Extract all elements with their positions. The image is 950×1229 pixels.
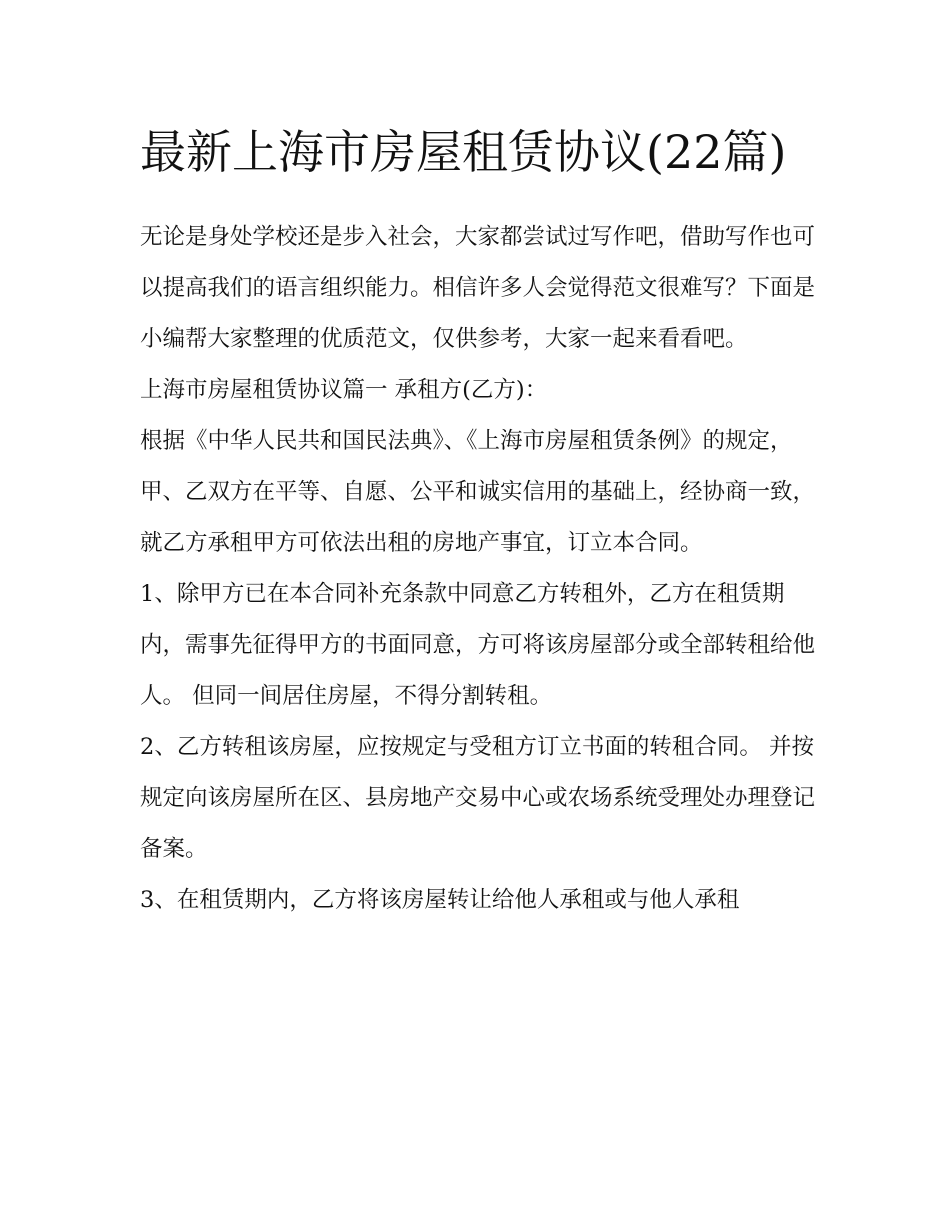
document-title: 最新上海市房屋租赁协议(22篇)	[140, 125, 787, 179]
clause-3-paragraph: 3、在租赁期内，乙方将该房屋转让给他人承租或与他人承租	[140, 887, 740, 913]
document-body	[140, 112, 820, 926]
intro-paragraph: 无论是身处学校还是步入社会，大家都尝试过写作吧，借助写作也可以提高我们的语言组织能力。相信许多人会觉得范文很难写？下面是小编帮大家整理的优质范文，仅供参考，大家一起来看看吧。	[140, 224, 816, 352]
clause-2-paragraph: 2、乙方转租该房屋，应按规定与受租方订立书面的转租合同。 并按规定向该房屋所在区、县房地产交易中心或农场系统受理处办理登记备案。	[140, 734, 816, 862]
preamble-paragraph: 根据《中华人民共和国民法典》、《上海市房屋租赁条例》的规定，甲、乙双方在平等、自愿、公平和诚实信用的基础上，经协商一致，就乙方承租甲方可依法出租的房地产事宜，订立本合同。	[140, 428, 816, 556]
section-heading-paragraph: 上海市房屋租赁协议篇一 承租方(乙方)：	[140, 377, 548, 403]
clause-1-paragraph: 1、除甲方已在本合同补充条款中同意乙方转租外，乙方在租赁期内，需事先征得甲方的书面同意，方可将该房屋部分或全部转租给他人。 但同一间居住房屋，不得分割转租。	[140, 581, 816, 709]
